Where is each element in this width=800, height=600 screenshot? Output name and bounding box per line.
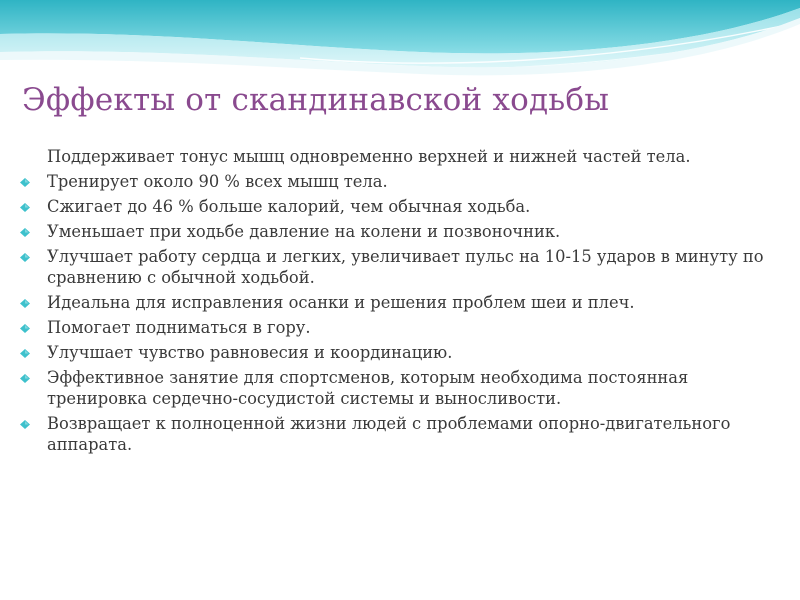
list-item: [20, 367, 770, 409]
list-item-text: Тренирует около 90 % всех мышц тела.: [47, 172, 388, 191]
list-item: [20, 221, 770, 242]
list-item-text: Сжигает до 46 % больше калорий, чем обычная ходьба.: [47, 197, 531, 216]
list-item-text: Возвращает к полноценной жизни людей с проблемами опорно-двигательного аппарата.: [47, 414, 731, 454]
list-item-text: Эффективное занятие для спортсменов, которым необходима постоянная тренировка сердечно-сосудистой системы и выносливости.: [47, 368, 689, 408]
diamond-bullet-icon: [20, 253, 30, 262]
list-item: [20, 246, 770, 288]
diamond-bullet-icon: [20, 203, 30, 212]
diamond-bullet-icon: [20, 374, 30, 383]
diamond-bullet-icon: [20, 349, 30, 358]
diamond-bullet-icon: [20, 299, 30, 308]
slide-title: Эффекты от скандинавской ходьбы: [22, 82, 610, 118]
list-item-text: Помогает подниматься в гору.: [47, 318, 311, 337]
list-item: [20, 317, 770, 338]
header-wave-decoration: [0, 0, 800, 90]
list-item-text: Улучшает работу сердца и легких, увеличивает пульс на 10-15 ударов в минуту по сравнению с обычной ходьбой.: [47, 247, 764, 287]
list-item: [20, 171, 770, 192]
list-item: [20, 196, 770, 217]
diamond-bullet-icon: [20, 324, 30, 333]
list-item: [20, 342, 770, 363]
list-item-text: Поддерживает тонус мышц одновременно верхней и нижней частей тела.: [47, 147, 691, 166]
diamond-bullet-icon: [20, 228, 30, 237]
list-item: [20, 146, 770, 167]
diamond-bullet-icon: [20, 178, 30, 187]
list-item: [20, 413, 770, 455]
diamond-bullet-icon: [20, 420, 30, 429]
list-item-text: Уменьшает при ходьбе давление на колени и позвоночник.: [47, 222, 561, 241]
effects-list: [20, 146, 770, 459]
list-item: [20, 292, 770, 313]
list-item-text: Идеальна для исправления осанки и решения проблем шеи и плеч.: [47, 293, 635, 312]
list-item-text: Улучшает чувство равновесия и координацию.: [47, 343, 453, 362]
